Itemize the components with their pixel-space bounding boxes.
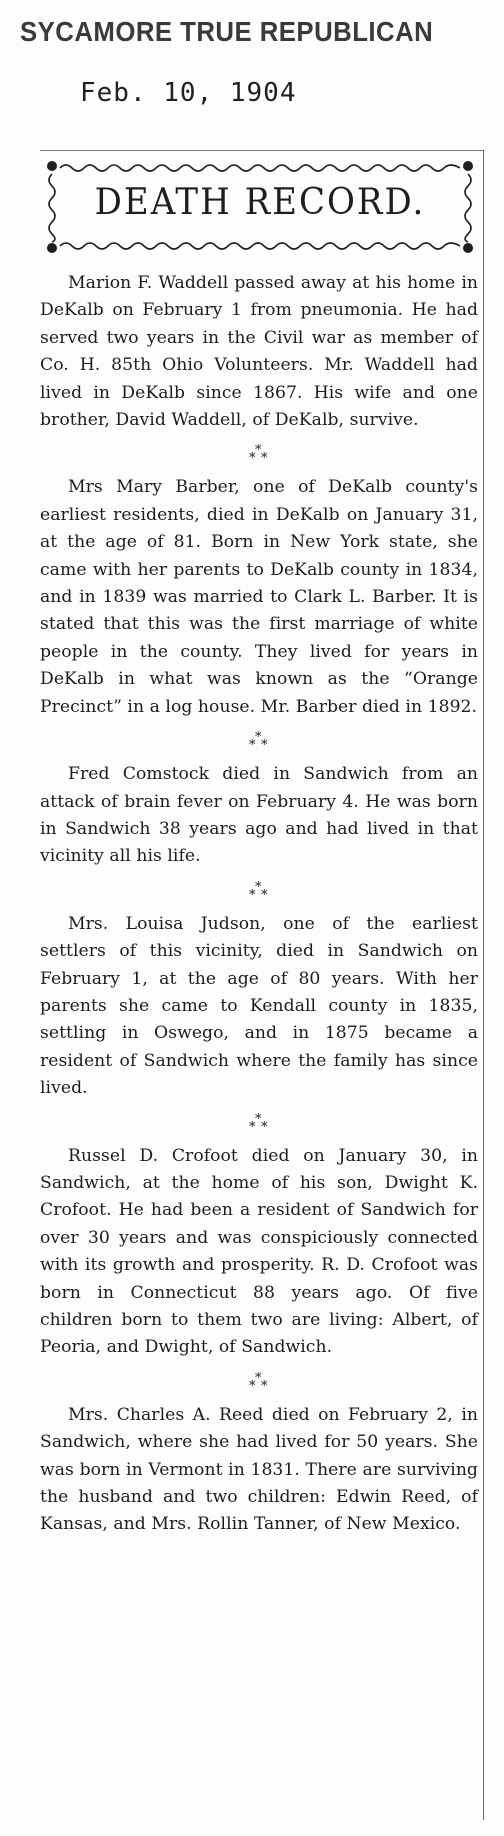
publication-date: Feb. 10, 1904 [80, 78, 297, 108]
column-right-rule [483, 150, 484, 1820]
obituary-list [40, 270, 478, 1539]
section-title: DEATH RECORD. [94, 180, 426, 224]
column-top-rule [40, 150, 484, 151]
asterism-separator: * * * [249, 730, 268, 754]
obituary-entry: Mrs. Charles A. Reed died on February 2, in Sandwich, where she had lived for 50 years. She was born in Vermont in 1831. There are surviving the husband and two children: Edwin Reed, of Kansas, and Mrs. Rollin Tanner, of New Mexico. [40, 1404, 478, 1535]
obituary-entry: Mrs Mary Barber, one of DeKalb county's earliest residents, died in DeKalb on January 31, at the age of 81. Born in New York state, she came with her parents to DeKalb county in 1834, and in 1839 was married to Clark L. Barber. It is stated that this was the first marriage of white people in the county. They lived for years in DeKalb in what was known as the “Orange Precinct” in a log house. Mr. Barber died in 1892. [40, 477, 478, 717]
asterism-separator: * * * [249, 443, 268, 467]
section-heading-frame [46, 160, 474, 254]
asterism-separator: * * * [249, 1111, 268, 1135]
obituary-entry: Marion F. Waddell passed away at his home in DeKalb on February 1 from pneumonia. He had served two years in the Civil war as member of Co. H. 85th Ohio Volunteers. Mr. Waddell had lived in DeKalb since 1867. His wife and one brother, David Waddell, of DeKalb, survive. [40, 273, 478, 431]
obituary-entry: Fred Comstock died in Sandwich from an attack of brain fever on February 4. He was born in Sandwich 38 years ago and had lived in that vicinity all his life. [40, 764, 478, 867]
masthead: SYCAMORE TRUE REPUBLICAN [20, 16, 434, 47]
obituary-entry: Mrs. Louisa Judson, one of the earliest settlers of this vicinity, died in Sandwich on February 1, at the age of 80 years. With her parents she came to Kendall county in 1835, settling in Oswego, and in 1875 became a resident of Sandwich where the family has since lived. [40, 913, 478, 1099]
obituary-entry: Russel D. Crofoot died on January 30, in Sandwich, at the home of his son, Dwight K. Crofoot. He had been a resident of Sandwich for over 30 years and was conspiciously connected with its growth and prosperity. R. D. Crofoot was born in Connecticut 88 years ago. Of five children born to them two are living: Albert, of Peoria, and Dwight, of Sandwich. [40, 1145, 478, 1358]
asterism-separator: * * * [249, 1370, 268, 1394]
asterism-separator: * * * [249, 879, 268, 903]
